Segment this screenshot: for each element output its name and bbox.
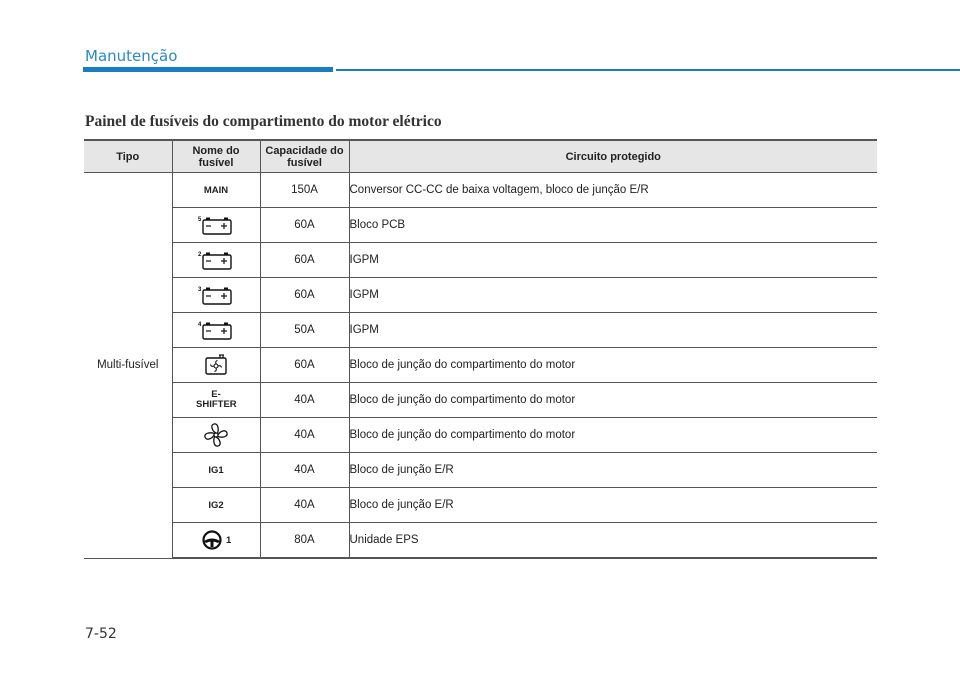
battery-icon — [197, 214, 235, 236]
circuit-cell: Bloco de junção do compartimento do motor — [349, 348, 877, 383]
fuse-name-cell — [172, 243, 260, 278]
battery-icon — [197, 284, 235, 306]
type-cell: Multi-fusível — [84, 173, 172, 559]
table-row — [84, 208, 877, 243]
fuse-name-cell — [172, 208, 260, 243]
header-rule-thin — [336, 69, 960, 71]
fuse-name-label: E-SHIFTER — [196, 389, 237, 410]
table-row — [84, 313, 877, 348]
fuse-name-cell — [172, 383, 260, 418]
capacity-cell: 50A — [260, 313, 349, 348]
capacity-cell: 60A — [260, 243, 349, 278]
header-capacidade: Capacidade do fusível — [260, 140, 349, 173]
table-row — [84, 383, 877, 418]
circuit-cell: Bloco PCB — [349, 208, 877, 243]
header-rule-thick — [83, 67, 333, 72]
header-tipo: Tipo — [84, 140, 172, 173]
capacity-cell: 40A — [260, 383, 349, 418]
capacity-cell: 150A — [260, 173, 349, 208]
cooling-icon — [201, 353, 231, 377]
fuse-name-label: 1 — [225, 535, 232, 547]
fuse-name-cell — [172, 488, 260, 523]
header-nome: Nome do fusível — [172, 140, 260, 173]
table-row — [84, 278, 877, 313]
circuit-cell: Unidade EPS — [349, 523, 877, 559]
circuit-cell: Bloco de junção do compartimento do motor — [349, 418, 877, 453]
table-header-row — [84, 140, 877, 173]
steering-wheel-icon — [201, 529, 223, 551]
capacity-cell: 60A — [260, 278, 349, 313]
capacity-cell: 40A — [260, 453, 349, 488]
table-row — [84, 173, 877, 208]
battery-icon — [197, 319, 235, 341]
fuse-name-cell — [172, 313, 260, 348]
fuse-name-cell — [172, 418, 260, 453]
fuse-name-label: MAIN — [203, 185, 229, 196]
circuit-cell: Bloco de junção do compartimento do motor — [349, 383, 877, 418]
fuse-number-label: 2 — [198, 252, 202, 258]
table-row — [84, 488, 877, 523]
fuse-name-cell — [172, 453, 260, 488]
capacity-cell: 60A — [260, 348, 349, 383]
fuse-name-cell — [172, 173, 260, 208]
fan-icon — [202, 421, 230, 449]
fuse-number-label: 4 — [198, 322, 202, 328]
header-circuito: Circuito protegido — [349, 140, 877, 173]
fuse-name-label: IG2 — [208, 500, 224, 511]
capacity-cell: 80A — [260, 523, 349, 559]
capacity-cell: 40A — [260, 418, 349, 453]
fuse-number-label: 5 — [198, 217, 202, 223]
table-row — [84, 348, 877, 383]
circuit-cell: IGPM — [349, 243, 877, 278]
table-row — [84, 243, 877, 278]
page-number: 7-52 — [85, 626, 117, 642]
fuse-table — [84, 139, 877, 559]
table-row — [84, 418, 877, 453]
capacity-cell: 40A — [260, 488, 349, 523]
circuit-cell: IGPM — [349, 278, 877, 313]
page-title: Painel de fusíveis do compartimento do motor elétrico — [85, 113, 442, 130]
fuse-name-cell — [172, 278, 260, 313]
capacity-cell: 60A — [260, 208, 349, 243]
table-row — [84, 523, 877, 559]
fuse-number-label: 3 — [198, 287, 202, 293]
fuse-name-cell — [172, 348, 260, 383]
circuit-cell: Conversor CC-CC de baixa voltagem, bloco de junção E/R — [349, 173, 877, 208]
circuit-cell: Bloco de junção E/R — [349, 453, 877, 488]
battery-icon — [197, 249, 235, 271]
circuit-cell: IGPM — [349, 313, 877, 348]
section-header: Manutenção — [85, 47, 178, 65]
fuse-name-label: IG1 — [208, 465, 224, 476]
circuit-cell: Bloco de junção E/R — [349, 488, 877, 523]
fuse-name-cell — [172, 523, 260, 559]
table-row — [84, 453, 877, 488]
